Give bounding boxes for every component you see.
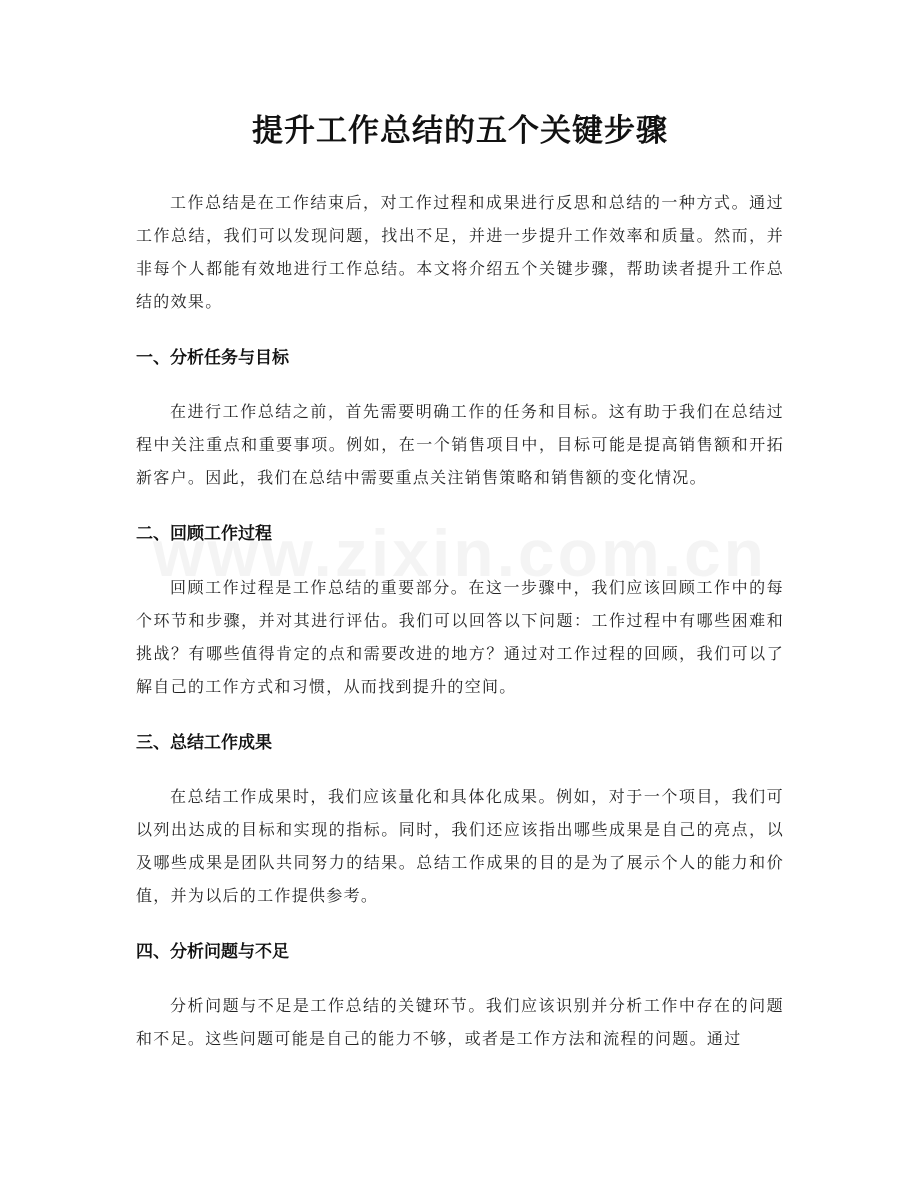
intro-paragraph: 工作总结是在工作结束后，对工作过程和成果进行反思和总结的一种方式。通过工作总结，我们可以发现问题，找出不足，并进一步提升工作效率和质量。然而，并非每个人都能有效地进行工作总结。本文将介绍五个关键步骤，帮助读者提升工作总结的效果。: [136, 193, 784, 311]
section-body-4: 分析问题与不足是工作总结的关键环节。我们应该识别并分析工作中存在的问题和不足。这些问题可能是自己的能力不够，或者是工作方法和流程的问题。通过: [136, 996, 784, 1048]
section-body-1: 在进行工作总结之前，首先需要明确工作的任务和目标。这有助于我们在总结过程中关注重点和重要事项。例如，在一个销售项目中，目标可能是提高销售额和开拓新客户。因此，我们在总结中需要重点关注销售策略和销售额的变化情况。: [136, 402, 784, 487]
section-heading-3: 三、总结工作成果: [136, 733, 272, 753]
section-heading-2: 二、回顾工作过程: [136, 524, 272, 544]
section-heading-4: 四、分析问题与不足: [136, 942, 289, 962]
section-heading-1: 一、分析任务与目标: [136, 348, 289, 368]
section-body-2: 回顾工作过程是工作总结的重要部分。在这一步骤中，我们应该回顾工作中的每个环节和步骤，并对其进行评估。我们可以回答以下问题：工作过程中有哪些困难和挑战？有哪些值得肯定的点和需要改进的地方？通过对工作过程的回顾，我们可以了解自己的工作方式和习惯，从而找到提升的空间。: [136, 578, 784, 696]
section-body-3: 在总结工作成果时，我们应该量化和具体化成果。例如，对于一个项目，我们可以列出达成的目标和实现的指标。同时，我们还应该指出哪些成果是自己的亮点，以及哪些成果是团队共同努力的结果。总结工作成果的目的是为了展示个人的能力和价值，并为以后的工作提供参考。: [136, 787, 784, 905]
document-title: 提升工作总结的五个关键步骤: [252, 113, 668, 149]
